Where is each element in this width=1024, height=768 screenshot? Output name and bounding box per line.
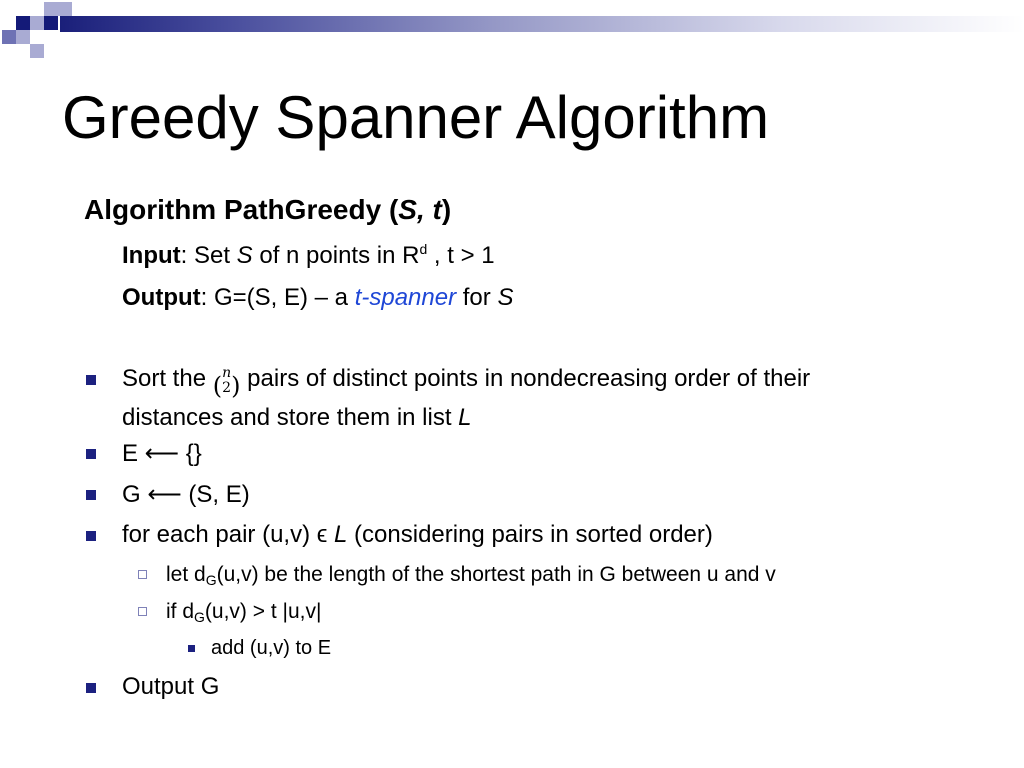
header-square (30, 44, 44, 58)
if-part: if d (166, 600, 195, 623)
algorithm-name: Algorithm PathGreedy ( (84, 194, 399, 225)
output-line (122, 282, 513, 314)
subscript-g: G (205, 572, 217, 588)
input-text: of n points in R (252, 242, 420, 269)
sort-text-part: pairs of distinct points in nondecreasing order of their (240, 365, 811, 392)
hollow-square-bullet-icon (138, 607, 147, 616)
e-init-text: E ⟵ {} (122, 440, 202, 467)
input-text: : Set (180, 242, 237, 269)
let-text (166, 561, 776, 589)
header-square (44, 2, 58, 16)
if-text (166, 598, 321, 626)
output-set: S (497, 284, 514, 311)
square-bullet-icon (86, 683, 96, 693)
square-bullet-icon (86, 375, 96, 385)
binom-bottom: 2 (222, 380, 232, 396)
if-part: (u,v) > t |u,v| (204, 600, 322, 623)
hollow-square-bullet-icon (138, 570, 147, 579)
output-label: Output (122, 284, 201, 311)
sort-text-part: distances and store them in list (122, 404, 459, 431)
header-square (2, 30, 16, 44)
input-text: , t > 1 (427, 242, 495, 269)
sort-text-part: Sort the (122, 365, 213, 392)
output-g-text: Output G (122, 673, 220, 700)
binom-top: n (222, 365, 232, 381)
algorithm-close: ) (441, 194, 452, 225)
let-part: (u,v) be the length of the shortest path in G between u and v (216, 563, 776, 586)
input-set: S (236, 242, 253, 269)
list-l: L (458, 404, 472, 431)
input-line (122, 240, 495, 272)
g-init-text: G ⟵ (S, E) (122, 481, 250, 508)
for-each-part: for each pair (u,v) ϵ (122, 521, 335, 548)
square-bullet-icon (86, 449, 96, 459)
add-text: add (u,v) to E (211, 637, 332, 659)
header-square (44, 16, 58, 30)
header-square (16, 30, 30, 44)
square-bullet-icon (86, 490, 96, 500)
for-each-part: (considering pairs in sorted order) (347, 521, 713, 548)
small-square-bullet-icon (188, 645, 195, 652)
header-square (58, 2, 72, 16)
square-bullet-icon (86, 531, 96, 541)
sort-text (122, 363, 1002, 434)
output-text: : G=(S, E) – a (200, 284, 355, 311)
header-gradient-band (60, 16, 1024, 32)
binomial-coefficient: ( n 2 ) (212, 365, 241, 400)
list-l: L (334, 521, 348, 548)
algorithm-args: S, t (398, 194, 442, 225)
for-each-text (122, 519, 713, 551)
input-dimension: d (419, 241, 428, 257)
let-part: let d (166, 563, 206, 586)
subscript-g: G (194, 609, 205, 625)
t-spanner-term: t-spanner (354, 284, 457, 311)
slide-title: Greedy Spanner Algorithm (62, 84, 770, 151)
output-text: for (456, 284, 498, 311)
header-square (30, 16, 44, 30)
input-label: Input (122, 242, 181, 269)
algorithm-heading (84, 192, 451, 228)
header-square (16, 16, 30, 30)
